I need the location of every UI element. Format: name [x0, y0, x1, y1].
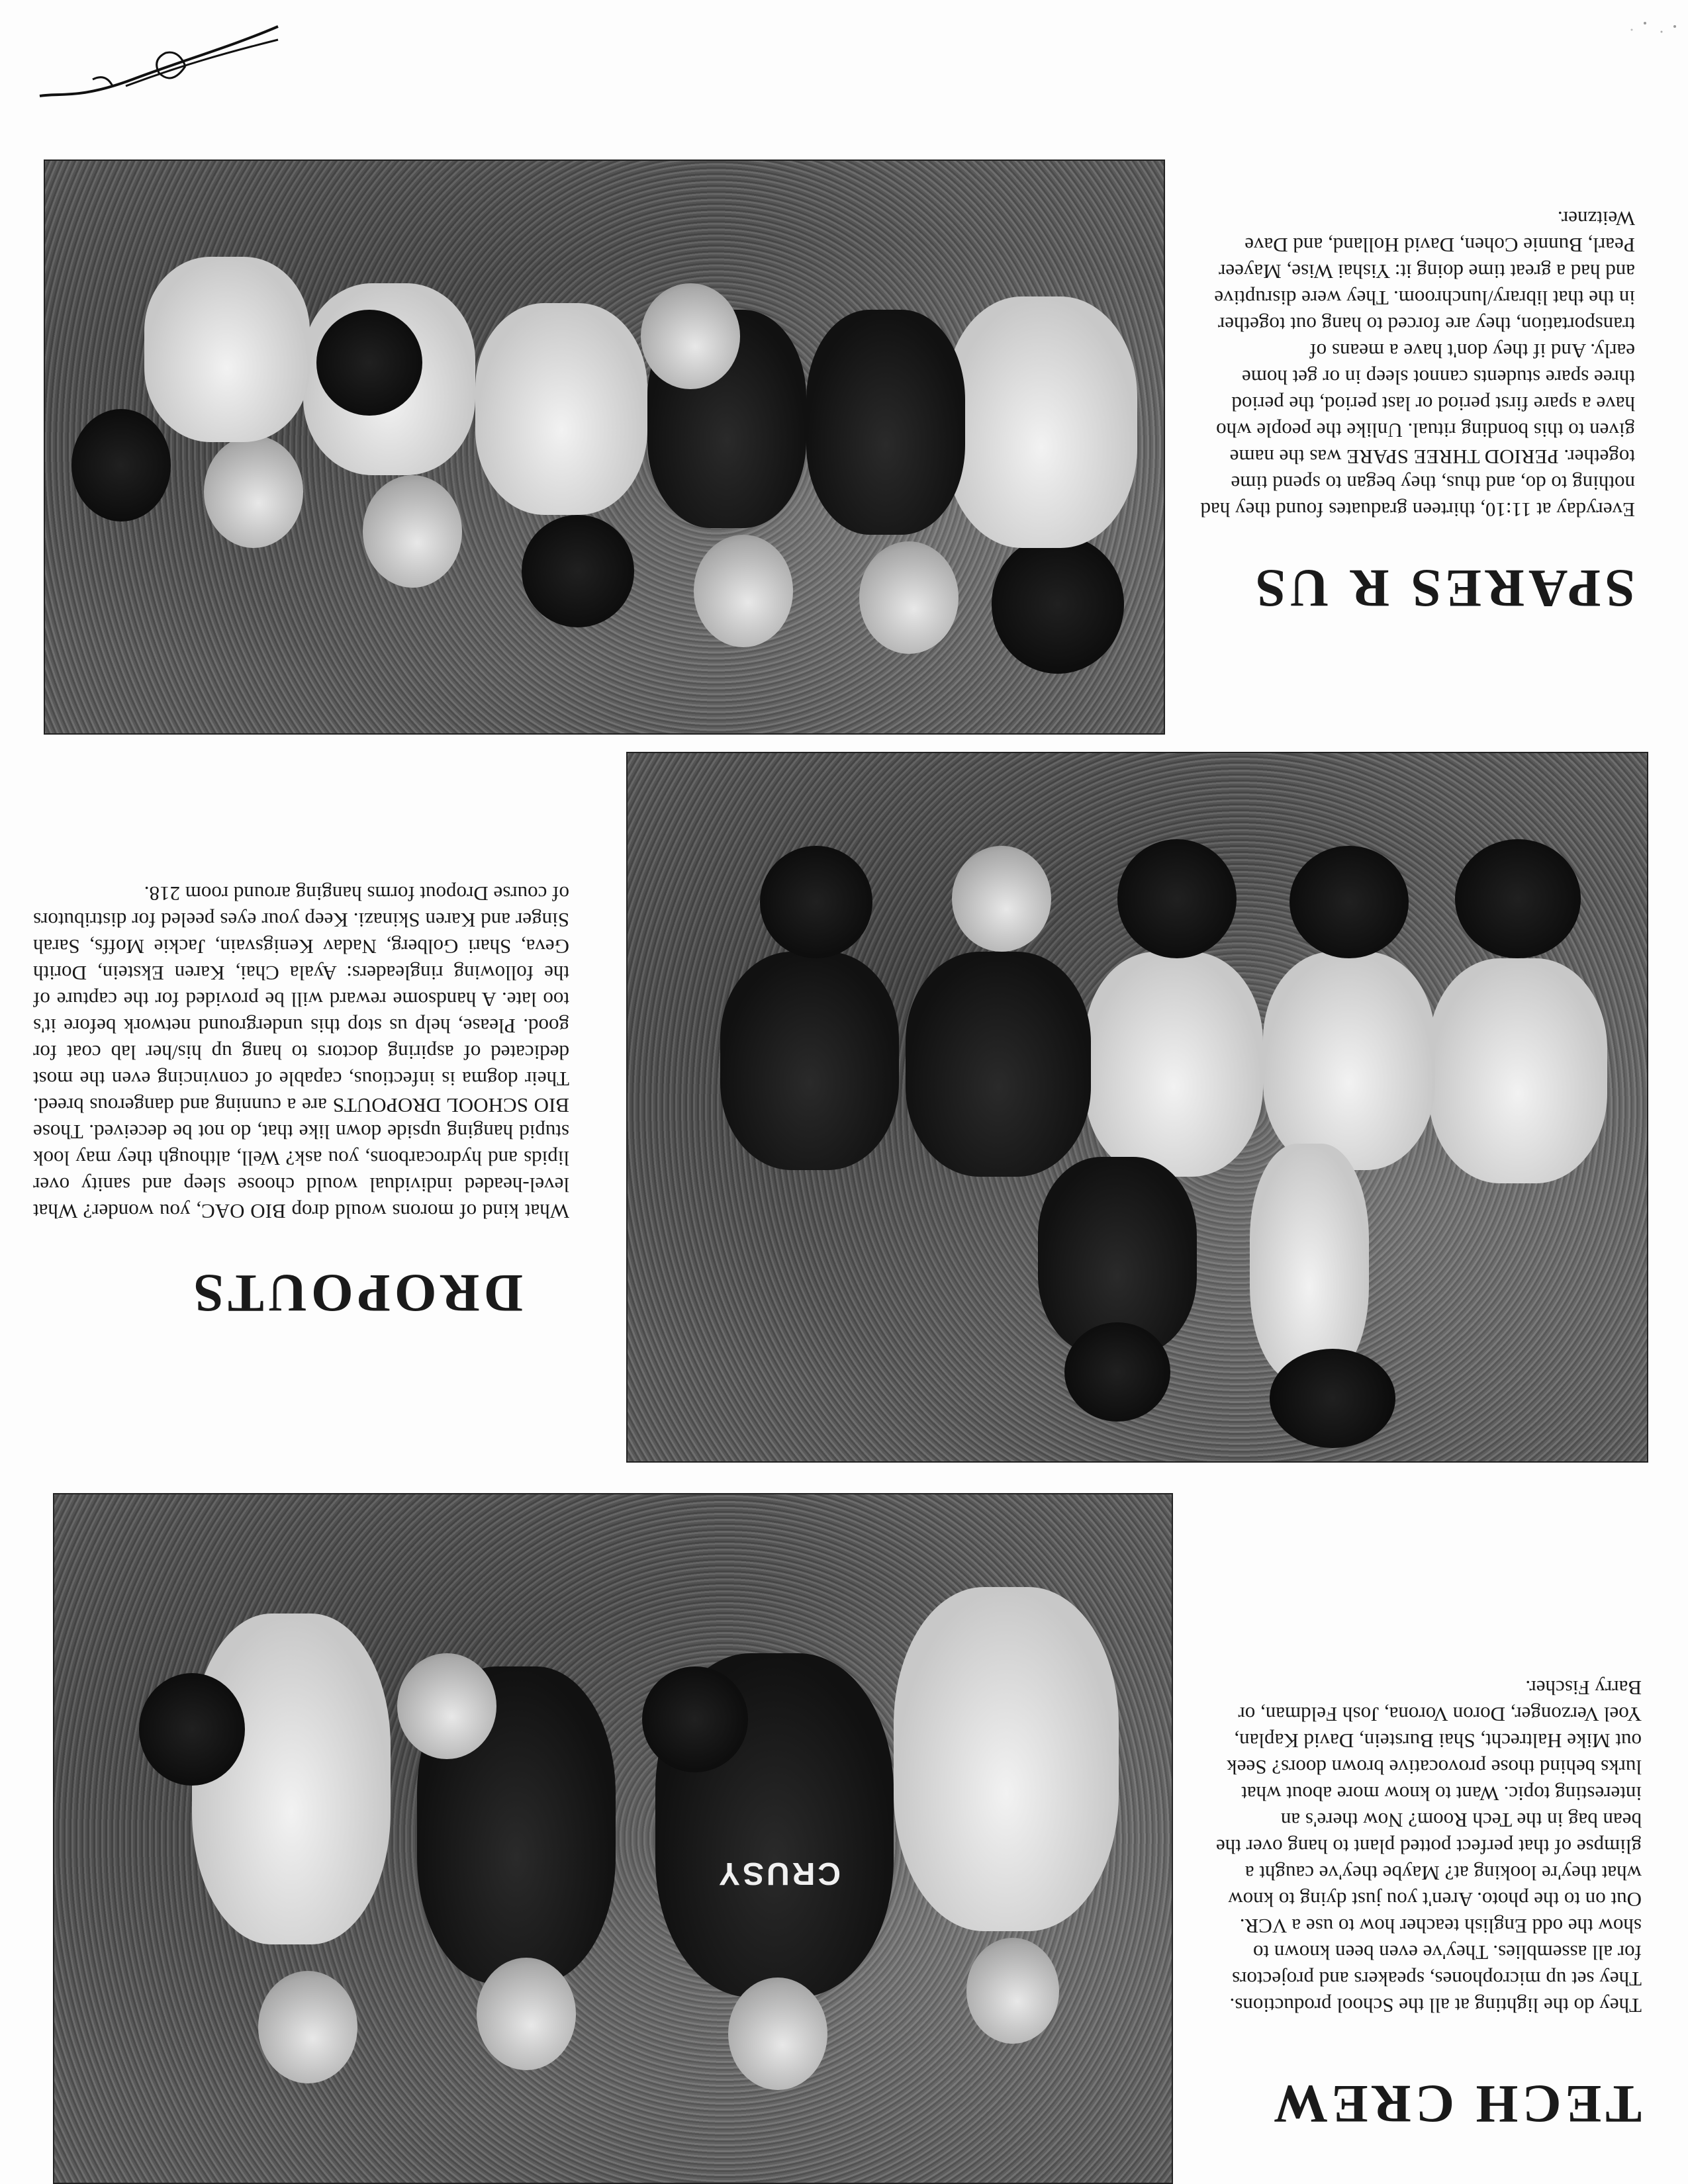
figure-hair — [992, 535, 1124, 674]
figure-face — [204, 435, 303, 548]
figure-hair — [1270, 1349, 1395, 1448]
figure-face — [859, 541, 959, 654]
figure-hair — [642, 1666, 748, 1772]
figure-shirt — [1084, 952, 1263, 1177]
dropouts-heading: DROPOUTS — [189, 1263, 523, 1324]
figure-hair — [1064, 1322, 1170, 1422]
figure-hair — [316, 310, 422, 416]
figure-face — [363, 475, 462, 588]
figure-hair — [1455, 839, 1581, 958]
figure-face — [477, 1958, 576, 2070]
tech-crew-photo — [53, 1493, 1173, 2184]
figure-shirt — [192, 1614, 391, 1944]
figure-hair — [1289, 846, 1409, 958]
figure-shirt — [475, 303, 647, 515]
figure-hair — [139, 1673, 245, 1786]
figure-shirt — [1250, 1144, 1369, 1382]
figure-hair — [760, 846, 872, 958]
figure-shirt — [1429, 958, 1607, 1183]
spares-text: Everyday at 11:10, thirteen graduates found they had nothing to do, and thus, they began to spend time together. PERIOD THREE SPARE was the name given to this bonding ritual. Unlike the people who have a spare first period or last period, the period three spare students cannot sleep in or get home early. And if they don't have a means of transportation, they are forced to hang out together in the that library/lunchroom. They were disruptive and had a great time doing it: Yishai Wise, Mayeer Pearl, Bunnie Cohen, David Holland, and Dave Weitzner. — [1195, 207, 1635, 522]
figure-shirt — [894, 1587, 1119, 1931]
figure-hair — [1117, 839, 1237, 958]
figure-hair — [522, 515, 634, 627]
figure-shirt — [1263, 952, 1435, 1170]
figure-shirt — [144, 257, 310, 442]
figure-face — [397, 1653, 496, 1759]
figure-shirt — [945, 296, 1137, 548]
dropouts-text: What kind of morons would drop BIO OAC, you wonder? What level-headed individual would choose sleep and sanity over lipids and hydrocarbons, you ask? Well, although they may look stupid hanging upside down like that, do not be deceived. Those BIO SCHOOL DROPOUTS are a cunning and dangerous breed. Their dogma is infectious, capable of convincing even the most dedicated of aspiring doctors to hang up his/her lab coat for good. Please, help us stop this underground network before it's too late. A handsome reward will be provided for the capture of the following ringleaders: Ayala Chai, Karen Ekstein, Dorith Geva, Shari Golberg, Nadav Kenigsvain, Jackie Moffs, Sarah Singer and Karen Skinazi. Keep your eyes peeled for distributors of course Dropout forms hanging around room 218. — [28, 882, 569, 1223]
spares-heading: SPARES R US — [1251, 559, 1635, 619]
figure-face — [641, 283, 740, 389]
figure-face — [258, 1971, 357, 2083]
figure-hair — [71, 409, 171, 522]
figure-shirt — [906, 952, 1091, 1177]
figure-face — [952, 846, 1051, 952]
scan-speck-icon — [1622, 13, 1681, 40]
figure-shirt — [720, 952, 899, 1170]
spares-photo — [44, 159, 1165, 735]
dropouts-photo — [626, 752, 1648, 1463]
figure-shirt — [806, 310, 965, 535]
figure-face — [966, 1938, 1059, 2044]
hand-drawn-doodle-icon — [33, 13, 285, 106]
tshirt-print: CRUSY — [716, 1856, 841, 1891]
figure-face — [694, 535, 793, 647]
tech-crew-heading: TECH CREW — [1269, 2074, 1642, 2134]
figure-face — [728, 1978, 827, 2090]
tech-crew-text: They do the lighting at all the School productions. They set up microphones, speakers and projectors for all assemblies. They've even been known to show the odd English teacher how to use a VCR. Out on to the photo. Aren't you just dying to know what they're looking at? Maybe they've caught a glimpse of that perfect potted plant to hang over the bean bag in the Tech Room? Now there's an interesting topic. Want to know more about what lurks behind those provocative brown doors? Seek out Mike Haltrecht, Shai Burstein, David Kaplan, Yoel Verzonger, Doron Vorona, Josh Feldman, or Barry Fischer. — [1211, 1676, 1642, 2017]
